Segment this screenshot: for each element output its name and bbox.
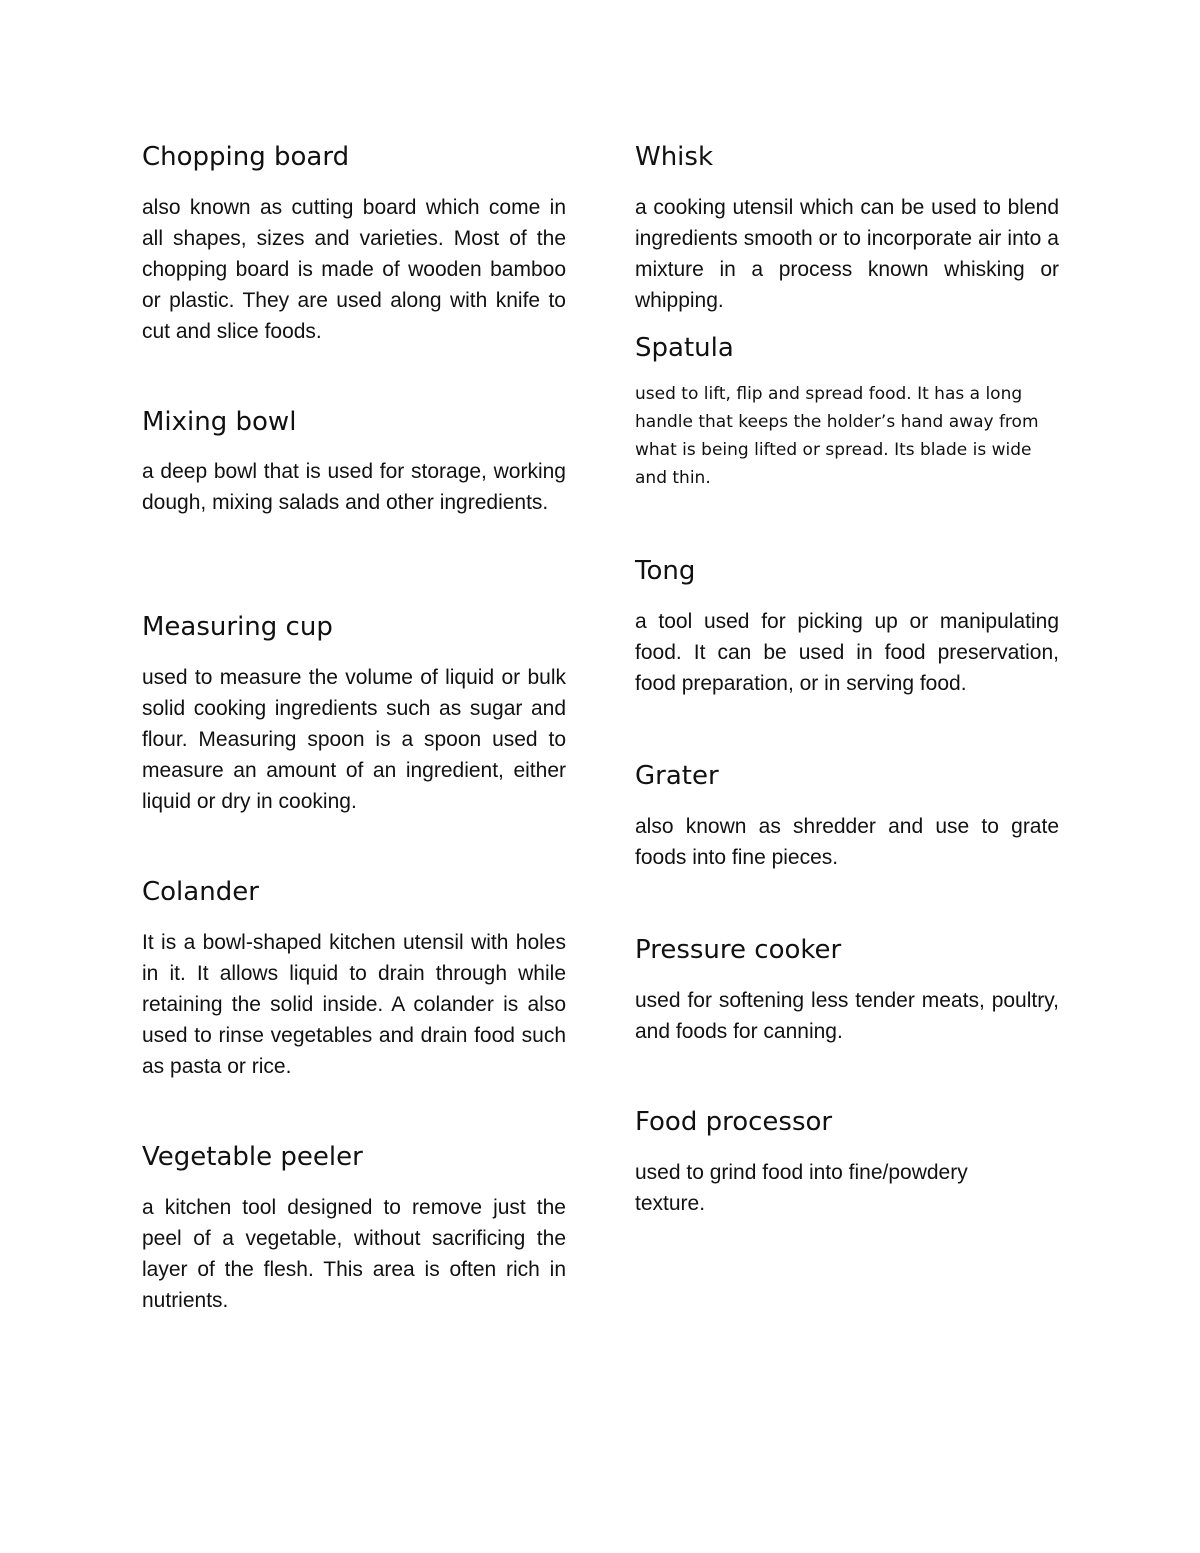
entry-title: Measuring cup (142, 612, 333, 642)
entry-title: Food processor (635, 1107, 833, 1137)
entry-description: a cooking utensil which can be used to blend ingredients smooth or to incorporate air into a mixture in a process known whisking or whipping. (635, 196, 1059, 312)
entry-description: a deep bowl that is used for storage, working dough, mixing salads and other ingredients. (142, 460, 566, 514)
entry-description: also known as shredder and use to grate foods into fine pieces. (635, 815, 1059, 869)
entry-title: Mixing bowl (142, 407, 297, 437)
entry-whisk (635, 141, 1059, 316)
entry-title: Pressure cooker (635, 935, 842, 965)
entry-measuring-cup (142, 611, 566, 817)
entry-chopping-board (142, 141, 566, 347)
entry-description: used for softening less tender meats, poultry, and foods for canning. (635, 989, 1059, 1043)
entry-mixing-bowl (142, 406, 566, 518)
entry-spatula (635, 332, 1059, 492)
entry-description: a kitchen tool designed to remove just the peel of a vegetable, without sacrificing the layer of the flesh. This area is often rich in nutrients. (142, 1196, 566, 1312)
entry-tong (635, 555, 1059, 699)
entry-description: used to lift, flip and spread food. It has a long handle that keeps the holder’s hand away from what is being lifted or spread. Its blade is wide and thin. (635, 384, 1039, 488)
entry-grater (635, 760, 1059, 873)
entry-title: Grater (635, 761, 719, 791)
entry-title: Tong (635, 556, 696, 586)
entry-vegetable-peeler (142, 1141, 566, 1316)
entry-description: used to grind food into fine/powdery texture. (635, 1161, 968, 1215)
entry-title: Whisk (635, 142, 714, 172)
entry-description: It is a bowl-shaped kitchen utensil with holes in it. It allows liquid to drain through while retaining the solid inside. A colander is also used to rinse vegetables and drain food such as pasta or rice. (142, 931, 566, 1078)
entry-colander (142, 876, 566, 1082)
entry-description: also known as cutting board which come in all shapes, sizes and varieties. Most of the chopping board is made of wooden bamboo or plastic. They are used along with knife to cut and slice foods. (142, 196, 566, 343)
entry-title: Spatula (635, 333, 734, 363)
entry-title: Chopping board (142, 142, 350, 172)
entry-description: used to measure the volume of liquid or bulk solid cooking ingredients such as sugar and flour. Measuring spoon is a spoon used to measure an amount of an ingredient, either liquid or dry in cooking. (142, 666, 566, 813)
entry-description: a tool used for picking up or manipulating food. It can be used in food preservation, food preparation, or in serving food. (635, 610, 1059, 695)
entry-title: Colander (142, 877, 259, 907)
entry-pressure-cooker (635, 934, 1059, 1047)
entry-food-processor (635, 1106, 995, 1219)
entry-title: Vegetable peeler (142, 1142, 363, 1172)
